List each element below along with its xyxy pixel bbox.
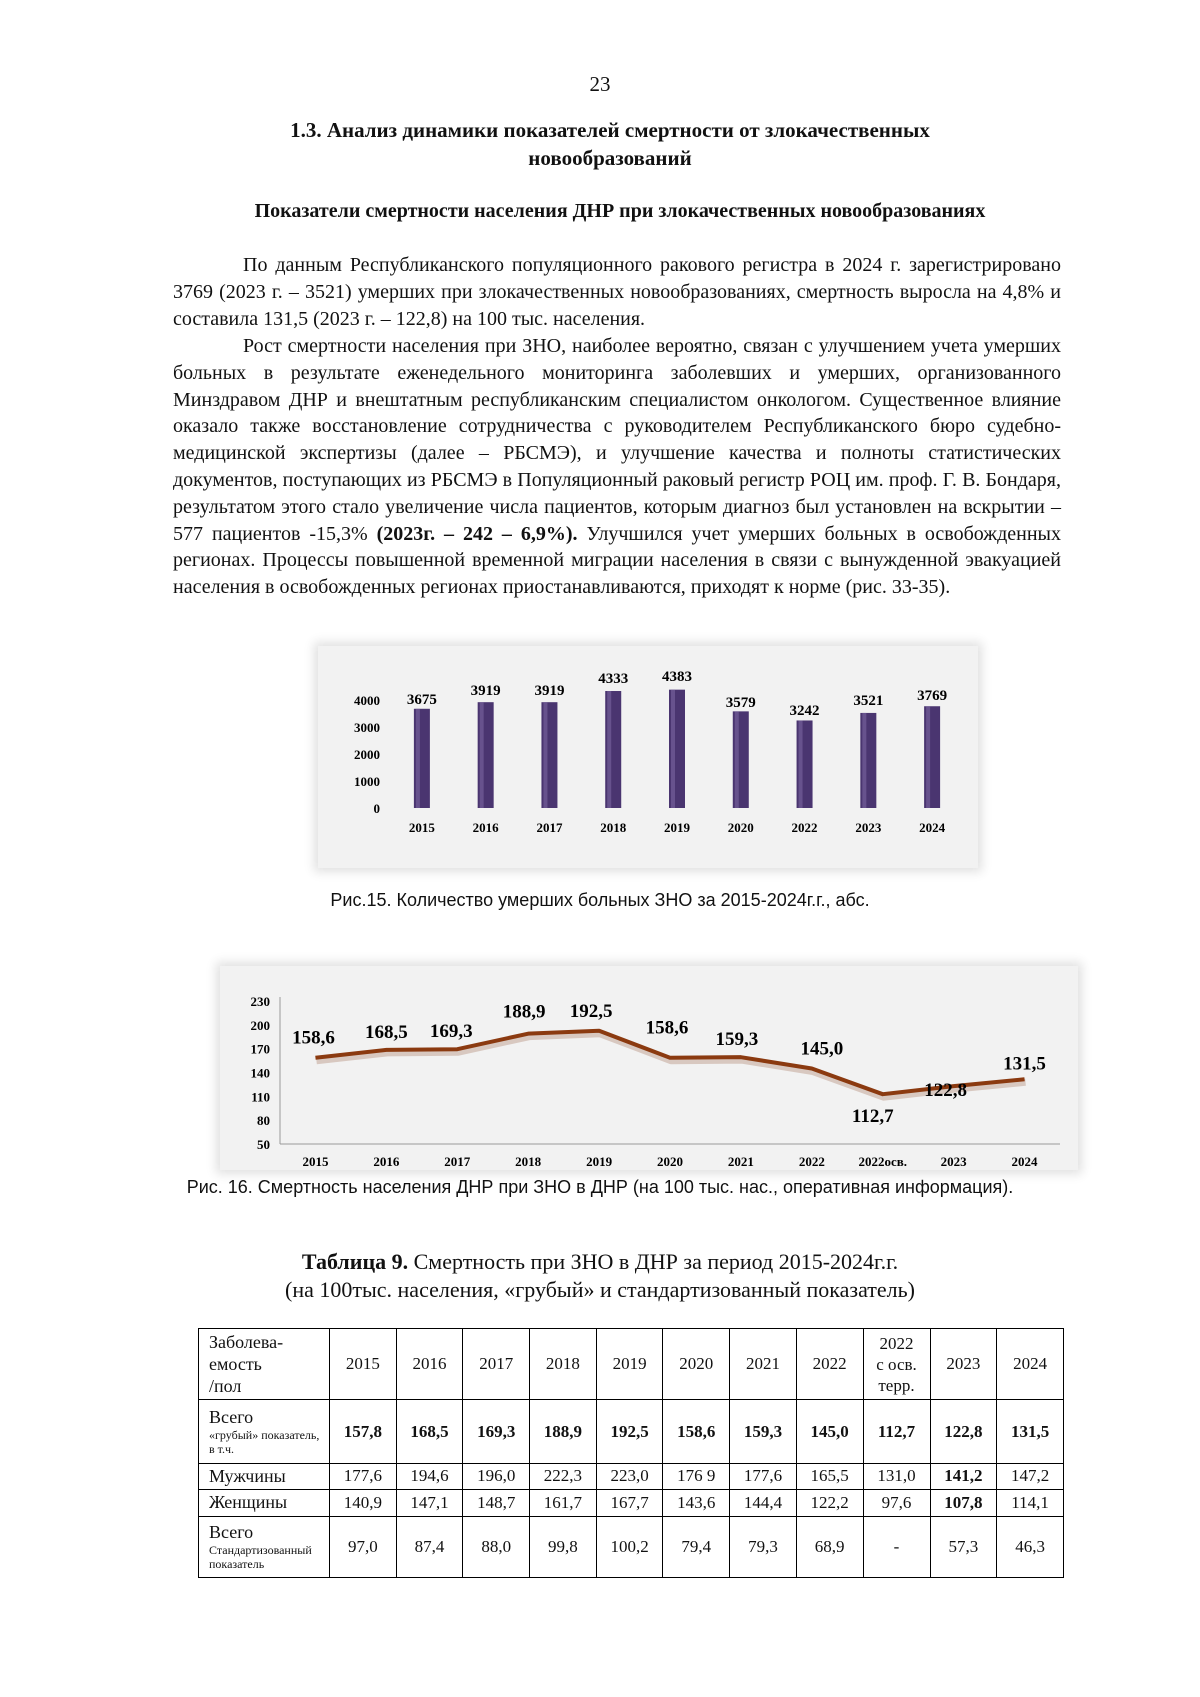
table-row: [199, 1516, 1064, 1577]
table-cell: 122,8: [930, 1400, 997, 1463]
table-row: [199, 1463, 1064, 1490]
y-tick-label: 170: [250, 1041, 270, 1057]
x-tick-label: 2017: [536, 820, 563, 835]
table-cell: 176 9: [663, 1463, 730, 1490]
table-cell: 169,3: [463, 1400, 530, 1463]
col-header: 2017: [463, 1329, 530, 1400]
table-cell: 157,8: [330, 1400, 397, 1463]
table-cell: 177,6: [730, 1463, 797, 1490]
data-label: 131,5: [1003, 1053, 1046, 1075]
table-cell: 222,3: [530, 1463, 597, 1490]
x-tick-label: 2024: [919, 820, 946, 835]
table-cell: -: [863, 1516, 930, 1577]
table-cell: 97,0: [330, 1516, 397, 1577]
bar-highlight: [671, 690, 675, 808]
x-tick-label: 2023: [940, 1154, 967, 1169]
series-line-shadow: [316, 1034, 1025, 1097]
x-tick-label: 2017: [444, 1154, 471, 1169]
data-label: 169,3: [429, 1021, 473, 1043]
table-cell: 147,2: [997, 1463, 1064, 1490]
table-row: [199, 1400, 1064, 1463]
table-cell: 223,0: [596, 1463, 663, 1490]
x-tick-label: 2018: [515, 1154, 542, 1169]
bar-highlight: [735, 711, 739, 808]
table-cell: 148,7: [463, 1490, 530, 1517]
x-tick-label: 2018: [600, 820, 627, 835]
table-header-row: [199, 1329, 1064, 1400]
row-label-main: Всего: [209, 1407, 254, 1428]
table-cell: 68,9: [796, 1516, 863, 1577]
y-tick-label: 1000: [354, 774, 380, 789]
table-cell: 145,0: [796, 1400, 863, 1463]
row-label: [199, 1490, 330, 1517]
row-label: [199, 1463, 330, 1490]
data-label: 3919: [470, 683, 501, 699]
x-tick-label: 2023: [855, 820, 882, 835]
bar-highlight: [926, 706, 930, 808]
table-caption: [0, 1248, 1200, 1304]
col-header: 2018: [530, 1329, 597, 1400]
data-label: 3579: [725, 695, 756, 711]
table-cell: 99,8: [530, 1516, 597, 1577]
data-label: 3521: [853, 693, 884, 709]
line-chart-frame: [220, 966, 1078, 1170]
x-tick-label: 2020: [727, 820, 754, 835]
x-tick-label: 2021: [727, 1154, 754, 1169]
bar-highlight: [799, 720, 803, 808]
col-header: 2022 с осв. терр.: [863, 1329, 930, 1400]
table-cell: 196,0: [463, 1463, 530, 1490]
x-tick-label: 2022: [798, 1154, 825, 1169]
data-label: 4333: [598, 671, 629, 687]
mortality-table: [198, 1328, 1064, 1578]
col-header: 2021: [730, 1329, 797, 1400]
x-tick-label: 2024: [1011, 1154, 1038, 1169]
data-label: 188,9: [502, 1001, 546, 1023]
y-tick-label: 50: [257, 1137, 270, 1152]
table-cell: 194,6: [396, 1463, 463, 1490]
paragraph-2-end: Улучшился учет умерших больных в освобожденных регионах. Процессы повышенной временной миграции населения в связи с вынужденной эвакуацией населения в освобожденных регионах приостанавливаются, приходят к норме (рис. 33-35).: [173, 522, 1061, 599]
subsection-title: Показатели смертности населения ДНР при злокачественных новообразованиях: [254, 200, 986, 222]
y-tick-label: 200: [250, 1017, 270, 1033]
bar-highlight: [480, 702, 484, 808]
x-tick-label: 2019: [664, 820, 690, 835]
table-cell: 192,5: [596, 1400, 663, 1463]
table-cell: 57,3: [930, 1516, 997, 1577]
table-cell: 122,2: [796, 1490, 863, 1517]
row-label-sub: «грубый» показатель, в т.ч.: [209, 1428, 320, 1457]
paragraph-2: [173, 333, 1061, 601]
table-cell: 147,1: [396, 1490, 463, 1517]
row-label-main: Мужчины: [209, 1465, 286, 1486]
table-cell: 167,7: [596, 1490, 663, 1517]
x-tick-label: 2022осв.: [858, 1154, 908, 1169]
y-tick-label: 230: [250, 994, 270, 1009]
table-cell: 46,3: [997, 1516, 1064, 1577]
table-cell: 159,3: [730, 1400, 797, 1463]
bar-chart: [318, 646, 978, 868]
data-label: 112,7: [851, 1106, 894, 1128]
data-label: 3769: [917, 688, 948, 704]
y-tick-label: 110: [251, 1089, 270, 1105]
data-label: 3675: [406, 692, 437, 708]
y-tick-label: 2000: [354, 747, 380, 762]
data-label: 159,3: [715, 1029, 759, 1051]
table-cell: 79,4: [663, 1516, 730, 1577]
paragraph-1: [173, 252, 1061, 332]
x-tick-label: 2016: [373, 1154, 400, 1169]
paragraph-2-bold: (2023г. – 242 – 6,9%).: [376, 522, 578, 545]
col-header: 2019: [596, 1329, 663, 1400]
section-title: 1.3. Анализ динамики показателей смертности от злокачественных новообразований: [290, 118, 930, 170]
bar-highlight: [862, 713, 866, 808]
page-number: 23: [589, 72, 611, 96]
table-cell: 88,0: [463, 1516, 530, 1577]
bar-highlight: [607, 691, 611, 808]
y-tick-label: 80: [257, 1113, 270, 1129]
table-cell: 112,7: [863, 1400, 930, 1463]
table-cell: 97,6: [863, 1490, 930, 1517]
x-tick-label: 2015: [302, 1154, 329, 1169]
col-header: 2020: [663, 1329, 730, 1400]
table-cell: 168,5: [396, 1400, 463, 1463]
table-cell: 188,9: [530, 1400, 597, 1463]
data-label: 158,6: [292, 1027, 335, 1049]
figure-16-caption: Рис. 16. Смертность населения ДНР при ЗНО в ДНР (на 100 тыс. нас., оперативная информация).: [186, 1177, 1014, 1197]
line-chart: [220, 966, 1078, 1170]
table-cell: 144,4: [730, 1490, 797, 1517]
table-cell: 141,2: [930, 1463, 997, 1490]
y-tick-label: 140: [250, 1065, 270, 1081]
col-header: 2016: [396, 1329, 463, 1400]
table-cell: 131,5: [997, 1400, 1064, 1463]
bar-highlight: [416, 709, 420, 808]
y-tick-label: 3000: [354, 720, 380, 735]
paragraph-2-start: Рост смертности населения при ЗНО, наиболее вероятно, связан с улучшением учета умерших больных в результате еженедельного мониторинга заболевших и умерших, организованного Минздравом ДНР и внештатным республиканским специалистом онкологом. Существенное влияние оказало также восстановление сотрудничества с руководителем Республиканского бюро судебно-медицинской экспертизы (далее – РБСМЭ), и улучшение качества и полноты статистических документов, поступающих из РБСМЭ в Популяционный раковый регистр РОЦ им. проф. Г. В. Бондаря, результатом этого стало увеличение числа пациентов, которым диагноз был установлен на вскрытии – 577 пациентов -15,3%: [173, 335, 1061, 545]
bar-highlight: [543, 702, 547, 808]
table-cell: 177,6: [330, 1463, 397, 1490]
x-tick-label: 2016: [472, 820, 499, 835]
table-cell: 87,4: [396, 1516, 463, 1577]
col-header: 2015: [330, 1329, 397, 1400]
x-tick-label: 2022: [791, 820, 818, 835]
row-label-main: Всего: [209, 1522, 254, 1543]
figure-15-caption: Рис.15. Количество умерших больных ЗНО за 2015-2024г.г., абс.: [330, 890, 870, 910]
table-cell: 79,3: [730, 1516, 797, 1577]
table-caption-number: Таблица 9.: [301, 1249, 409, 1274]
table-caption-text: Смертность при ЗНО в ДНР за период 2015-2024г.г.: [408, 1249, 899, 1274]
table-cell: 140,9: [330, 1490, 397, 1517]
col-header: 2022: [796, 1329, 863, 1400]
row-label-sub: Стандартизованный показатель: [209, 1543, 312, 1572]
data-label: 3919: [534, 683, 565, 699]
bar-chart-frame: [318, 646, 978, 868]
table-header-label: Заболева- емость /пол: [199, 1329, 330, 1400]
row-label: [199, 1516, 330, 1577]
table-row: [199, 1490, 1064, 1517]
data-label: 3242: [789, 703, 820, 719]
table-cell: 158,6: [663, 1400, 730, 1463]
table-cell: 131,0: [863, 1463, 930, 1490]
data-label: 122,8: [924, 1080, 968, 1102]
col-header: 2023: [930, 1329, 997, 1400]
row-label: [199, 1400, 330, 1463]
table-cell: 143,6: [663, 1490, 730, 1517]
data-label: 158,6: [645, 1017, 689, 1039]
y-tick-label: 0: [373, 801, 380, 816]
table-cell: 161,7: [530, 1490, 597, 1517]
data-label: 145,0: [800, 1038, 844, 1060]
x-tick-label: 2020: [657, 1154, 683, 1169]
data-label: 4383: [662, 669, 692, 685]
x-tick-label: 2019: [586, 1154, 613, 1169]
table-cell: 107,8: [930, 1490, 997, 1517]
paragraph-1-text: По данным Республиканского популяционного ракового регистра в 2024 г. зарегистрировано 3769 (2023 г. – 3521) умерших при злокачественных новообразованиях, смертность выросла на 4,8% и составила 131,5 (2023 г. – 122,8) на 100 тыс. населения.: [173, 254, 1061, 330]
x-tick-label: 2015: [408, 820, 435, 835]
table-cell: 114,1: [997, 1490, 1064, 1517]
table-cell: 165,5: [796, 1463, 863, 1490]
data-label: 168,5: [364, 1021, 408, 1043]
row-label-main: Женщины: [209, 1492, 288, 1513]
data-label: 192,5: [569, 1000, 613, 1022]
y-tick-label: 4000: [354, 693, 380, 708]
col-header: 2024: [997, 1329, 1064, 1400]
table-cell: 100,2: [596, 1516, 663, 1577]
table-caption-line2: (на 100тыс. населения, «грубый» и стандартизованный показатель): [285, 1277, 915, 1302]
